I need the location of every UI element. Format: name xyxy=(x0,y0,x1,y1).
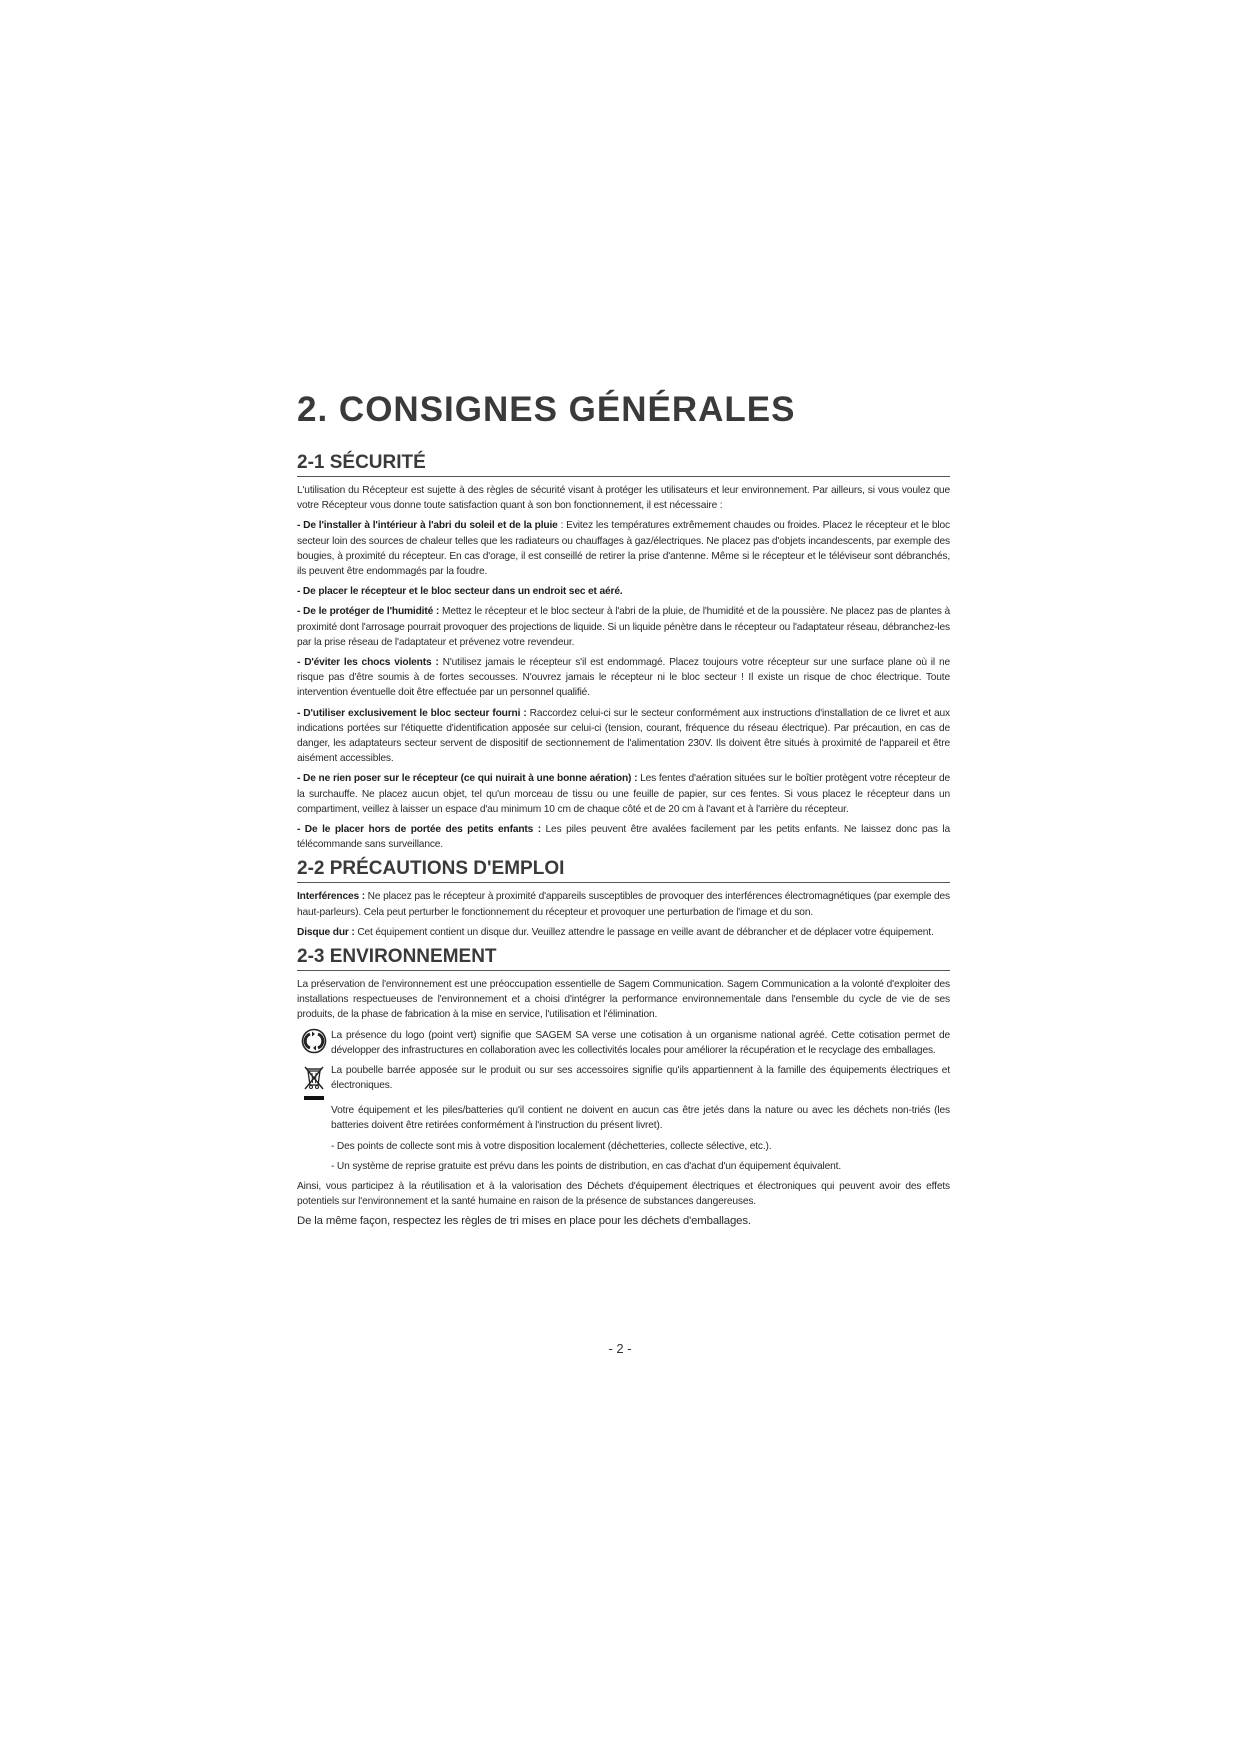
crossed-bin-row xyxy=(297,1063,950,1103)
securite-item xyxy=(297,822,950,852)
section-heading-environnement: 2-3 ENVIRONNEMENT xyxy=(297,946,950,971)
crossed-bin-icon xyxy=(297,1063,331,1103)
item-text: Ne placez pas le récepteur à proximité d'appareils susceptibles de provoquer des interférences électromagnétiques (par exemple des haut-parleurs). Cela peut perturber le fonctionnement du récepteur et provoquer une perturbation de l'image et du son. xyxy=(297,891,950,918)
precaution-item xyxy=(297,889,950,919)
green-dot-icon xyxy=(297,1028,331,1054)
page-content xyxy=(297,390,950,1236)
securite-item xyxy=(297,655,950,701)
page-number: - 2 - xyxy=(608,1341,632,1356)
green-dot-text: La présence du logo (point vert) signifie que SAGEM SA verse une cotisation à un organisme national agréé. Cette cotisation permet de développer des infrastructures en collaboration avec les collectivités locales pour améliorer la récupération et le recyclage des emballages. xyxy=(331,1029,950,1056)
item-text: Mettez le récepteur et le bloc secteur à l'abri de la pluie, de l'humidité et de la poussière. Ne placez pas de plantes à proximité dont l'arrosage pourrait provoquer des projections de liquide. Si un liquide pénètre dans le récepteur ou l'adaptateur réseau, débranchez-les par la prise réseau de l'adaptateur et prévenez votre revendeur. xyxy=(297,606,950,648)
section-securite xyxy=(297,452,950,852)
item-lead: - De placer le récepteur et le bloc secteur dans un endroit sec et aéré. xyxy=(297,586,623,598)
section-heading-precautions: 2-2 PRÉCAUTIONS D'EMPLOI xyxy=(297,858,950,883)
item-text: Les fentes d'aération situées sur le boîtier protègent votre récepteur de la surchauffe. Ne placez aucun objet, tel qu'un morceau de tissu ou une feuille de papier, sur ces fentes. Si vous placez le récepteur dans un compartiment, veillez à laisser un espace d'au minimum 10 cm de chaque côté et de 20 cm à l'avant et à l'arrière du récepteur. xyxy=(297,773,950,815)
section-precautions xyxy=(297,858,950,940)
item-lead: - De le placer hors de portée des petits enfants : xyxy=(297,824,541,836)
item-text: Cet équipement contient un disque dur. Veuillez attendre le passage en veille avant de débrancher et de déplacer votre équipement. xyxy=(354,926,934,938)
environnement-outro: Ainsi, vous participez à la réutilisation et à la valorisation des Déchets d'équipement électriques et électroniques qui peuvent avoir des effets potentiels sur l'environnement et la santé humaine en raison de la présence de substances dangereuses. xyxy=(297,1180,950,1208)
item-lead: - De l'installer à l'intérieur à l'abri du soleil et de la pluie xyxy=(297,520,558,532)
securite-item xyxy=(297,604,950,650)
item-lead: - D'utiliser exclusivement le bloc secteur fourni : xyxy=(297,707,527,719)
item-text: N'utilisez jamais le récepteur s'il est endommagé. Placez toujours votre récepteur sur une surface plane où il ne risque pas d'être soumis à de fortes secousses. N'ouvrez jamais le récepteur ni le bloc secteur ! Il existe un risque de choc électrique. Toute intervention éventuelle doit être effectuée par un personnel qualifié. xyxy=(297,657,951,699)
securite-item xyxy=(297,706,950,767)
item-lead: - De ne rien poser sur le récepteur (ce qui nuirait à une bonne aération) : xyxy=(297,773,638,785)
page-title: 2. CONSIGNES GÉNÉRALES xyxy=(297,390,796,429)
item-text: Les piles peuvent être avalées facilement par les petits enfants. Ne laissez donc pas la télécommande sans surveillance. xyxy=(297,824,950,851)
reprise-text: - Un système de reprise gratuite est prévu dans les points de distribution, en cas d'achat d'un équipement équivalent. xyxy=(331,1160,842,1172)
section-environnement xyxy=(297,946,950,1229)
securite-item xyxy=(297,584,950,599)
green-dot-row xyxy=(297,1028,950,1063)
securite-item xyxy=(297,771,950,817)
precaution-item xyxy=(297,925,950,940)
item-lead: Interférences : xyxy=(297,891,365,903)
securite-intro: L'utilisation du Récepteur est sujette à des règles de sécurité visant à protéger les utilisateurs et leur environnement. Par ailleurs, si vous voulez que votre Récepteur vous donne toute satisfaction quant à son bon fonctionnement, il est nécessaire : xyxy=(297,485,950,512)
crossed-bin-text: La poubelle barrée apposée sur le produit ou sur ses accessoires signifie qu'ils appartiennent à la famille des équipements électriques et électroniques. xyxy=(331,1065,950,1092)
item-lead: Disque dur : xyxy=(297,926,355,938)
environnement-last: De la même façon, respectez les règles de tri mises en place pour les déchets d'emballages. xyxy=(297,1215,751,1228)
item-lead: - De le protéger de l'humidité : xyxy=(297,606,440,618)
batteries-text: Votre équipement et les piles/batteries qu'il contient ne doivent en aucun cas être jetés dans la nature ou avec les déchets non-triés (les batteries doivent être retirées conformément à l'instruction du présent livret). xyxy=(331,1105,950,1132)
item-text: Raccordez celui-ci sur le secteur conformément aux instructions d'installation de ce livret et aux indications portées sur l'étiquette d'identification apposée sur celui-ci (tension, courant, fréquence du réseau électrique). Par précaution, en cas de danger, les adaptateurs secteur servent de dispositif de sectionnement de l'alimentation 230V. Ils doivent être situés à proximité de l'appareil et être aisément accessibles. xyxy=(297,707,950,765)
securite-item xyxy=(297,518,950,579)
section-heading-securite: 2-1 SÉCURITÉ xyxy=(297,452,950,477)
item-lead: - D'éviter les chocs violents : xyxy=(297,657,439,669)
environnement-intro: La préservation de l'environnement est une préoccupation essentielle de Sagem Communication. Sagem Communication a la volonté d'exploiter des installations respectueuses de l'environnement et a choisi d'intégrer la performance environnementale dans l'ensemble du cycle de vie de ses produits, de la phase de fabrication à la mise en service, l'utilisation et l'élimination. xyxy=(297,979,950,1021)
collect-points-text: - Des points de collecte sont mis à votre disposition localement (déchetteries, collecte sélective, etc.). xyxy=(331,1140,772,1152)
item-text: : Evitez les températures extrêmement chaudes ou froides. Placez le récepteur et le bloc secteur loin des sources de chaleur telles que les radiateurs ou chauffages à gaz/électriques. Ne placez pas d'objets incandescents, par exemple des bougies, à proximité du récepteur. En cas d'orage, il est conseillé de retirer la prise d'antenne. Même si le récepteur et le téléviseur sont débranchés, ils peuvent être endommagés par la foudre. xyxy=(297,520,950,578)
